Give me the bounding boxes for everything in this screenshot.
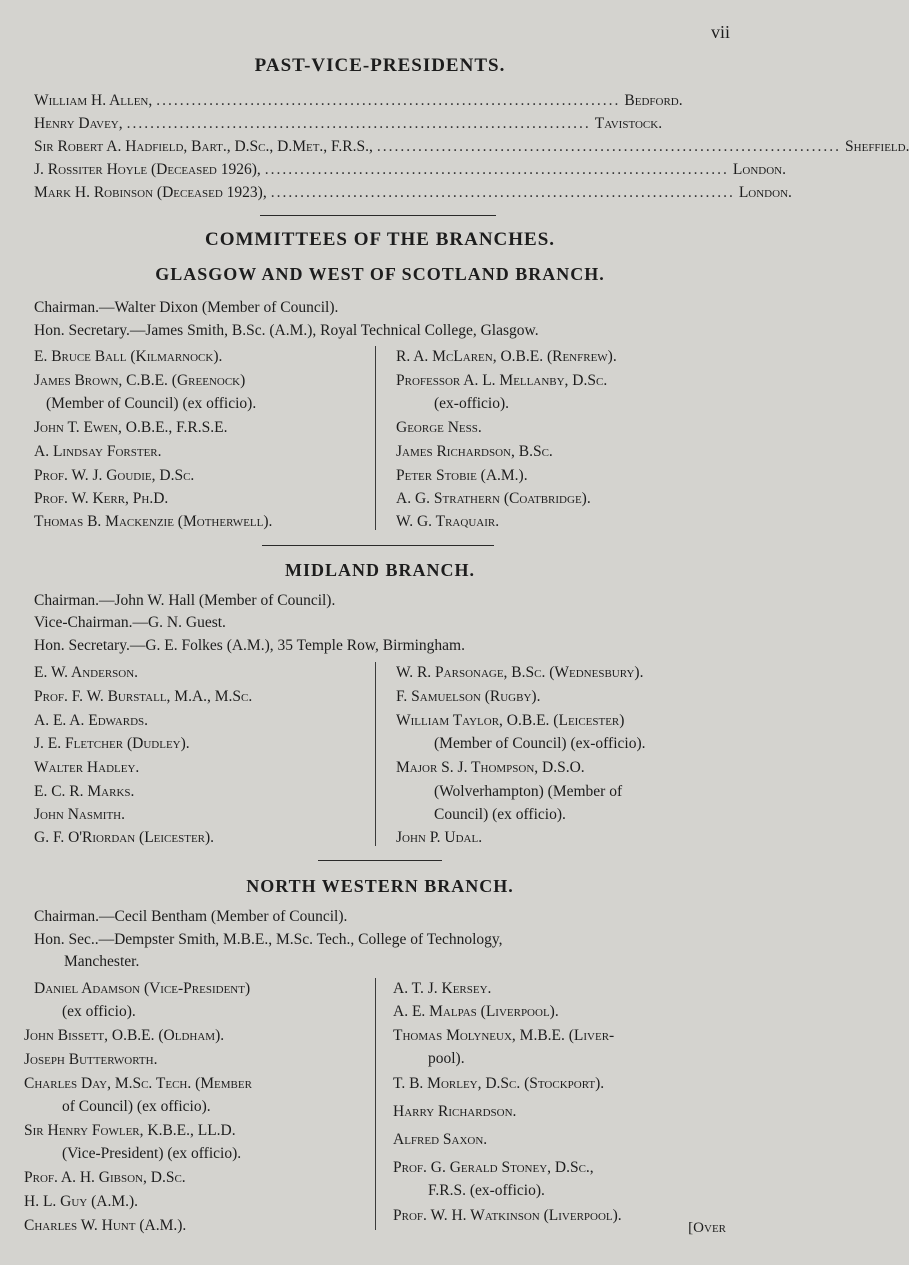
- column-divider: [375, 978, 376, 1230]
- glasgow-member-right: W. G. Traquair.: [396, 513, 500, 530]
- leader-dots: ...............................................................................: [264, 161, 729, 178]
- nw-member-right: F.R.S. (ex-officio).: [428, 1182, 545, 1199]
- nw-member-left: John Bissett, O.B.E. (Oldham).: [24, 1027, 225, 1044]
- nw-member-left: of Council) (ex officio).: [62, 1098, 211, 1115]
- past-vp-place: Bedford.: [624, 92, 683, 109]
- nw-member-left: H. L. Guy (A.M.).: [24, 1193, 139, 1210]
- nw-member-left: Daniel Adamson (Vice-President): [34, 980, 251, 997]
- nw-member-right: Prof. G. Gerald Stoney, D.Sc.,: [393, 1159, 594, 1176]
- glasgow-member-left: Prof. W. J. Goudie, D.Sc.: [34, 467, 195, 484]
- midland-member-right: John P. Udal.: [396, 829, 483, 846]
- column-divider: [375, 662, 376, 846]
- past-vp-place: London.: [732, 161, 786, 178]
- midland-member-right: William Taylor, O.B.E. (Leicester): [396, 712, 625, 729]
- glasgow-member-right: R. A. McLaren, O.B.E. (Renfrew).: [396, 348, 617, 365]
- glasgow-member-left: John T. Ewen, O.B.E., F.R.S.E.: [34, 419, 228, 436]
- nw-member-left: (Vice-President) (ex officio).: [62, 1145, 242, 1162]
- column-divider: [375, 346, 376, 530]
- catchword: [Over: [688, 1220, 726, 1236]
- midland-member-left: G. F. O'Riordan (Leicester).: [34, 829, 215, 846]
- midland-member-right: (Member of Council) (ex-officio).: [434, 735, 646, 752]
- glasgow-member-left: E. Bruce Ball (Kilmarnock).: [34, 348, 223, 365]
- nw-secretary: Hon. Sec..—Dempster Smith, M.B.E., M.Sc. Tech., College of Technology,: [34, 931, 503, 948]
- nw-member-right: pool).: [428, 1050, 465, 1067]
- midland-member-left: Walter Hadley.: [34, 759, 140, 776]
- nw-member-right: T. B. Morley, D.Sc. (Stockport).: [393, 1075, 605, 1092]
- glasgow-member-left: (Member of Council) (ex officio).: [46, 395, 257, 412]
- nw-member-left: Charles W. Hunt (A.M.).: [24, 1217, 187, 1234]
- past-vp-name: J. Rossiter Hoyle (Deceased 1926),: [34, 161, 261, 178]
- past-vp-row: [34, 115, 663, 137]
- committees-heading: COMMITTEES OF THE BRANCHES.: [204, 229, 556, 250]
- midland-member-left: John Nasmith.: [34, 806, 125, 823]
- nw-member-right: A. E. Malpas (Liverpool).: [393, 1003, 559, 1020]
- glasgow-branch-heading: GLASGOW AND WEST OF SCOTLAND BRANCH.: [155, 264, 605, 284]
- past-vp-row: [34, 138, 909, 160]
- midland-member-left: E. C. R. Marks.: [34, 783, 135, 800]
- leader-dots: ...............................................................................: [270, 184, 735, 201]
- glasgow-member-right: Peter Stobie (A.M.).: [396, 467, 528, 484]
- midland-branch-heading: MIDLAND BRANCH.: [285, 560, 475, 580]
- past-vice-presidents-heading: PAST-VICE-PRESIDENTS.: [254, 55, 506, 76]
- past-vp-name: Henry Davey,: [34, 115, 123, 132]
- midland-member-left: A. E. A. Edwards.: [34, 712, 149, 729]
- glasgow-member-left: Thomas B. Mackenzie (Motherwell).: [34, 513, 273, 530]
- glasgow-member-left: Prof. W. Kerr, Ph.D.: [34, 490, 169, 507]
- nw-member-left: Charles Day, M.Sc. Tech. (Member: [24, 1075, 252, 1092]
- page-number: vii: [710, 22, 730, 42]
- midland-member-right: W. R. Parsonage, B.Sc. (Wednesbury).: [396, 664, 644, 681]
- past-vp-place: London.: [738, 184, 792, 201]
- glasgow-secretary: Hon. Secretary.—James Smith, B.Sc. (A.M.), Royal Technical College, Glasgow.: [34, 322, 539, 339]
- past-vp-row: [34, 161, 786, 183]
- glasgow-member-right: George Ness.: [396, 419, 482, 436]
- past-vp-place: Sheffield.: [845, 138, 909, 155]
- past-vp-name: Sir Robert A. Hadfield, Bart., D.Sc., D.Met., F.R.S.,: [34, 138, 373, 155]
- past-vp-name: William H. Allen,: [34, 92, 153, 109]
- nw-member-right: Prof. W. H. Watkinson (Liverpool).: [393, 1207, 622, 1224]
- midland-member-right: (Wolverhampton) (Member of: [434, 783, 623, 800]
- nw-member-right: Harry Richardson.: [393, 1103, 517, 1120]
- nw-secretary-cont: Manchester.: [64, 953, 140, 970]
- nw-member-right: A. T. J. Kersey.: [393, 980, 492, 997]
- midland-member-right: Council) (ex officio).: [434, 806, 566, 823]
- leader-dots: ...............................................................................: [156, 92, 621, 109]
- past-vp-row: [34, 92, 683, 114]
- glasgow-member-left: A. Lindsay Forster.: [34, 443, 162, 460]
- nw-member-right: Alfred Saxon.: [393, 1131, 488, 1148]
- past-vp-row: [34, 184, 792, 206]
- nw-chairman: Chairman.—Cecil Bentham (Member of Council).: [34, 908, 348, 925]
- past-vp-name: Mark H. Robinson (Deceased 1923),: [34, 184, 267, 201]
- glasgow-member-right: A. G. Strathern (Coatbridge).: [396, 490, 591, 507]
- nw-member-left: Sir Henry Fowler, K.B.E., LL.D.: [24, 1122, 236, 1139]
- section-divider: [262, 545, 494, 546]
- glasgow-member-left: James Brown, C.B.E. (Greenock): [34, 372, 246, 389]
- glasgow-chairman: Chairman.—Walter Dixon (Member of Council).: [34, 299, 339, 316]
- leader-dots: ...............................................................................: [126, 115, 591, 132]
- midland-member-right: F. Samuelson (Rugby).: [396, 688, 541, 705]
- nw-member-right: Thomas Molyneux, M.B.E. (Liver-: [393, 1027, 615, 1044]
- midland-member-left: Prof. F. W. Burstall, M.A., M.Sc.: [34, 688, 253, 705]
- midland-member-left: E. W. Anderson.: [34, 664, 139, 681]
- glasgow-member-right: James Richardson, B.Sc.: [396, 443, 553, 460]
- past-vp-place: Tavistock.: [594, 115, 663, 132]
- glasgow-member-right: Professor A. L. Mellanby, D.Sc.: [396, 372, 608, 389]
- section-divider: [318, 860, 442, 861]
- nw-member-left: (ex officio).: [62, 1003, 136, 1020]
- midland-vice-chairman: Vice-Chairman.—G. N. Guest.: [34, 614, 226, 631]
- nw-member-left: Prof. A. H. Gibson, D.Sc.: [24, 1169, 186, 1186]
- north-western-branch-heading: NORTH WESTERN BRANCH.: [246, 876, 514, 896]
- leader-dots: ...............................................................................: [376, 138, 842, 155]
- midland-member-left: J. E. Fletcher (Dudley).: [34, 735, 190, 752]
- midland-member-right: Major S. J. Thompson, D.S.O.: [396, 759, 585, 776]
- midland-chairman: Chairman.—John W. Hall (Member of Council).: [34, 592, 336, 609]
- midland-secretary: Hon. Secretary.—G. E. Folkes (A.M.), 35 Temple Row, Birmingham.: [34, 637, 465, 654]
- section-divider: [260, 215, 496, 216]
- nw-member-left: Joseph Butterworth.: [24, 1051, 158, 1068]
- glasgow-member-right: (ex-officio).: [434, 395, 510, 412]
